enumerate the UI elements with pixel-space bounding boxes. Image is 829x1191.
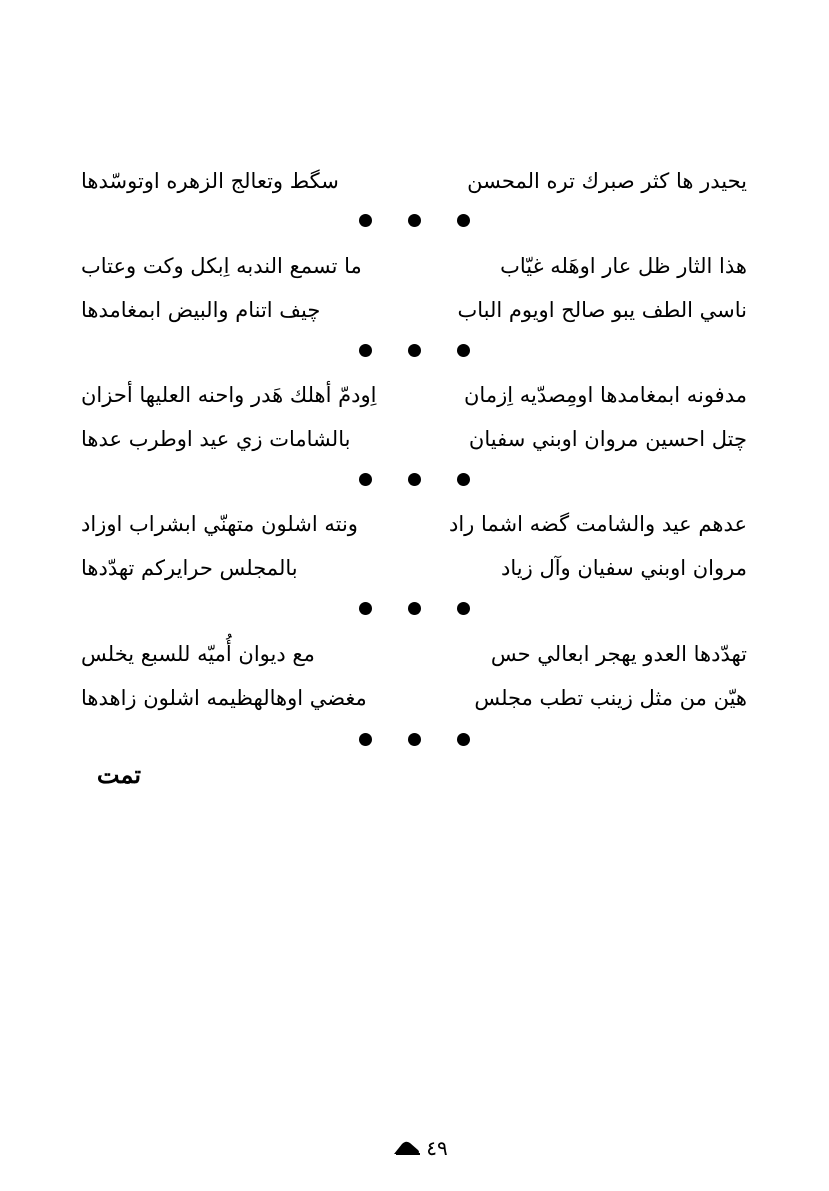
stanza-separator <box>0 598 829 618</box>
verse-first-hemistich: چتل احسين مروان اوبني سفيان <box>468 427 747 451</box>
stanza-separator <box>0 340 829 360</box>
separator-dot <box>359 473 372 486</box>
verse-second-hemistich: مغضي اوهالهظيمه اشلون زاهدها <box>81 686 367 710</box>
pen-ornament-icon <box>392 1140 422 1156</box>
separator-dot <box>457 473 470 486</box>
verse-second-hemistich: مع ديوان أُميّه للسبع يخلس <box>81 642 315 666</box>
verse-line <box>81 678 747 718</box>
end-mark: تمت <box>96 760 141 789</box>
verse-line <box>81 290 747 330</box>
separator-dot <box>457 214 470 227</box>
verse-first-hemistich: هيّن من مثل زينب تطب مجلس <box>474 686 747 710</box>
separator-dot <box>408 733 421 746</box>
separator-dot <box>359 733 372 746</box>
page-number-footer <box>380 1136 460 1160</box>
separator-dot <box>457 344 470 357</box>
separator-dot <box>457 733 470 746</box>
verse-second-hemistich: بالمجلس حرايركم تهدّدها <box>81 556 298 580</box>
separator-dot <box>408 344 421 357</box>
verse-line <box>81 504 747 544</box>
verse-first-hemistich: ناسي الطف يبو صالح اويوم الباب <box>457 298 747 322</box>
verse-line <box>81 161 747 201</box>
separator-dot <box>457 602 470 615</box>
stanza-separator <box>0 469 829 489</box>
separator-dot <box>408 214 421 227</box>
separator-dot <box>359 602 372 615</box>
separator-dot <box>359 344 372 357</box>
verse-first-hemistich: تهدّدها العدو يهجر ابعالي حس <box>490 642 747 666</box>
verse-second-hemistich: ما تسمع الندبه اِبكل وكت وعتاب <box>81 254 362 278</box>
separator-dot <box>359 214 372 227</box>
verse-first-hemistich: عدهم عيد والشامت گضه اشما راد <box>448 512 747 536</box>
verse-first-hemistich: مدفونه ابمغامدها اومِصدّيه اِزمان <box>464 383 747 407</box>
verse-second-hemistich: سگط وتعالج الزهره اوتوسّدها <box>81 169 339 193</box>
verse-line <box>81 634 747 674</box>
stanza-separator <box>0 729 829 749</box>
verse-first-hemistich: مروان اوبني سفيان وآل زياد <box>501 556 747 580</box>
verse-first-hemistich: هذا الثار ظل عار اوهَله غيّاب <box>500 254 747 278</box>
verse-first-hemistich: يحيدر ها كثر صبرك تره المحسن <box>467 169 747 193</box>
stanza-separator <box>0 210 829 230</box>
verse-line <box>81 419 747 459</box>
verse-second-hemistich: بالشامات زي عيد اوطرب عدها <box>81 427 351 451</box>
verse-second-hemistich: چيف اتنام والبيض ابمغامدها <box>81 298 321 322</box>
separator-dot <box>408 602 421 615</box>
page-number: ٤٩ <box>426 1136 448 1160</box>
separator-dot <box>408 473 421 486</box>
verse-second-hemistich: ونته اشلون متهنّي ابشراب اوزاد <box>81 512 358 536</box>
verse-line <box>81 548 747 588</box>
verse-line <box>81 375 747 415</box>
verse-second-hemistich: اِودمّ أهلك هَدر واحنه العليها أحزان <box>81 383 377 407</box>
verse-line <box>81 246 747 286</box>
